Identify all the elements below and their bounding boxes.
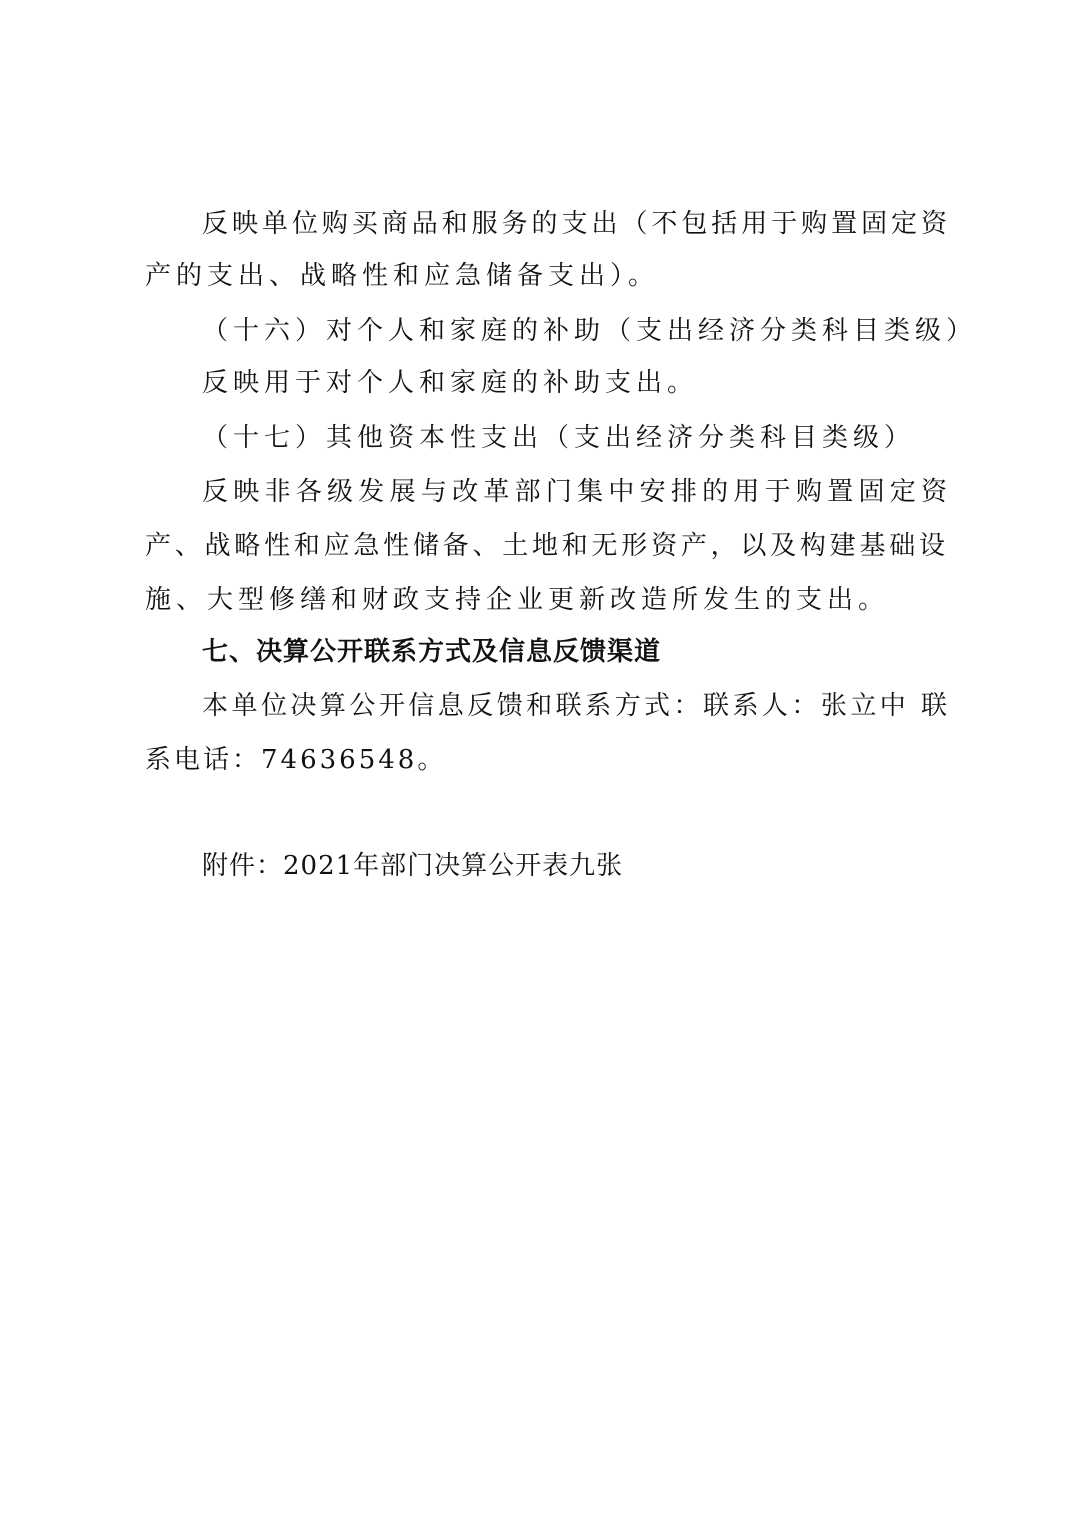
paragraph-contact-line-2: 系电话：74636548。 [145,745,447,775]
section-heading-16: （十六）对个人和家庭的补助（支出经济分类科目类级） [202,316,978,346]
paragraph-goods-services-line-2: 产的支出、战略性和应急储备支出）。 [145,261,660,291]
paragraph-goods-services-line-1: 反映单位购买商品和服务的支出（不包括用于购置固定资 [202,209,947,239]
paragraph-contact-line-1: 本单位决算公开信息反馈和联系方式：联系人：张立中 联 [202,691,947,721]
section-heading-contact: 七、决算公开联系方式及信息反馈渠道 [202,637,662,667]
paragraph-capital-line-1: 反映非各级发展与改革部门集中安排的用于购置固定资 [202,477,947,507]
attachment-note: 附件：2021年部门决算公开表九张 [202,851,624,881]
paragraph-household-subsidy: 反映用于对个人和家庭的补助支出。 [202,368,699,398]
paragraph-capital-line-2: 产、战略性和应急性储备、土地和无形资产，以及构建基础设 [145,531,945,561]
section-heading-17: （十七）其他资本性支出（支出经济分类科目类级） [202,423,916,453]
paragraph-capital-line-3: 施、大型修缮和财政支持企业更新改造所发生的支出。 [145,585,890,615]
